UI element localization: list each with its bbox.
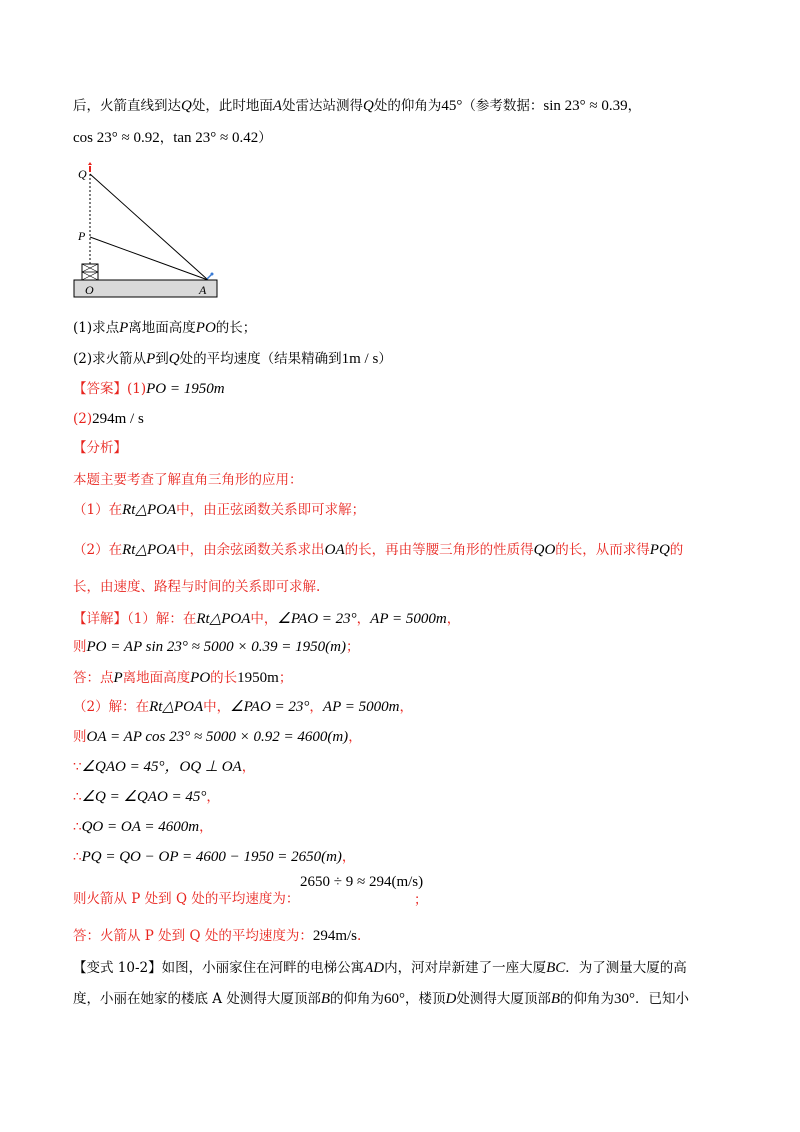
equation: OA = AP cos 23° ≈ 5000 × 0.92 = 4600(m) — [86, 729, 349, 745]
var-q: Q — [363, 98, 374, 114]
detail-line-6 — [73, 757, 255, 777]
detail-line-7 — [73, 787, 220, 807]
var-b: B — [550, 991, 561, 1007]
value: 1950m — [237, 670, 279, 686]
var-bc: BC — [546, 960, 566, 976]
var-qo: QO — [533, 542, 556, 558]
detail-line-9 — [73, 847, 355, 867]
label-a: A — [199, 283, 207, 297]
detail-line-1 — [73, 609, 460, 629]
var-oa: OA — [324, 542, 345, 558]
line-qa — [90, 174, 208, 280]
var-q: Q — [168, 351, 180, 367]
length-ap: AP = 5000m — [370, 611, 447, 627]
text: ，楼顶 — [405, 991, 446, 1007]
unit: 1m / s — [341, 351, 379, 367]
detail-line-8 — [73, 817, 213, 837]
therefore-symbol: ∴ — [73, 819, 82, 835]
label-p: P — [78, 229, 86, 243]
text: . — [357, 928, 362, 944]
text: （2）解：在 — [73, 699, 150, 715]
text: ， — [348, 729, 362, 745]
text: 的长 — [210, 670, 238, 686]
text: 处测得大厦顶部 — [456, 991, 551, 1007]
equation: PQ = QO − OP = 4600 − 1950 = 2650(m) — [81, 849, 342, 865]
var-p: P — [146, 351, 156, 367]
text: 离地面高度 — [122, 670, 191, 686]
rocket-diagram — [68, 158, 228, 303]
variant-label: 【变式 10-2】 — [73, 960, 162, 976]
analysis-line-2 — [73, 500, 365, 520]
text: 中，由余弦函数关系求出 — [176, 542, 325, 558]
text: 的仰角为 — [330, 991, 385, 1007]
text: 处，此时地面 — [191, 98, 273, 114]
answer-line-2 — [73, 409, 144, 429]
text: (1) — [127, 381, 147, 397]
variant-line-2 — [73, 989, 689, 1009]
text: 后，火箭直线到达 — [73, 98, 181, 114]
text: ； — [278, 670, 293, 686]
text: 度，小丽在她家的楼底 A 处测得大厦顶部 — [73, 991, 321, 1007]
text: 处的平均速度（结果精确到 — [179, 351, 342, 367]
therefore-symbol: ∴ — [73, 789, 82, 805]
text: （1）解：在 — [127, 611, 197, 627]
question-2 — [73, 349, 392, 369]
angle-45: 45° — [441, 98, 463, 114]
line-pa — [90, 237, 208, 280]
var-po: PO — [195, 320, 216, 336]
text: ， — [206, 789, 220, 805]
detail-line-2 — [73, 637, 359, 657]
text: 如图，小丽家住在河畔的电梯公寓 — [161, 960, 365, 976]
launch-tower-icon — [82, 264, 98, 280]
cos-ref: cos 23° ≈ 0.92 — [73, 130, 160, 146]
question-1 — [73, 318, 256, 338]
answer-label: 【答案】 — [73, 381, 127, 397]
triangle: Rt△POA — [149, 699, 204, 715]
text: （参考数据： — [462, 98, 544, 114]
equation: ∠Q = ∠QAO = 45° — [81, 789, 207, 805]
text: ， — [159, 130, 174, 146]
analysis-line-3 — [73, 540, 683, 560]
equation: 2650 ÷ 9 ≈ 294(m/s) — [300, 874, 424, 890]
text: 处的仰角为 — [373, 98, 442, 114]
text: ； — [414, 892, 428, 908]
intro-line-2 — [73, 128, 272, 148]
analysis-label: 【分析】 — [73, 440, 127, 456]
detail-line-10-end — [414, 890, 428, 910]
label-o: O — [85, 283, 94, 297]
answer-line-1 — [73, 379, 225, 399]
radar-icon — [207, 273, 214, 280]
value: 294m/s — [312, 928, 358, 944]
because-symbol: ∵ — [73, 759, 82, 775]
text: ．已知小 — [635, 991, 690, 1007]
answer-2-value: 294m / s — [92, 411, 144, 427]
text: ， — [241, 759, 256, 775]
text: （1）在 — [73, 502, 123, 518]
therefore-symbol: ∴ — [73, 849, 82, 865]
variant-line-1 — [73, 958, 687, 978]
label-q: Q — [78, 167, 87, 181]
detail-line-11 — [73, 926, 361, 946]
detail-line-10 — [73, 889, 299, 909]
length-ap: AP = 5000m — [322, 699, 400, 715]
analysis-line-1: 本题主要考查了解直角三角形的应用： — [73, 472, 303, 488]
text: ） — [258, 130, 272, 146]
text: ， — [356, 611, 371, 627]
text: 中，由正弦函数关系即可求解； — [176, 502, 366, 518]
text: ， — [341, 849, 356, 865]
text: 处雷达站测得 — [282, 98, 364, 114]
detail-line-10-eq — [300, 872, 423, 892]
text: ， — [627, 98, 642, 114]
var-q: Q — [181, 98, 192, 114]
angle-pao: ∠PAO = 23° — [277, 611, 357, 627]
var-ad: AD — [364, 960, 385, 976]
text: (2) — [73, 411, 93, 427]
text: 离地面高度 — [128, 320, 196, 336]
var-b: B — [320, 991, 331, 1007]
text: 则 — [73, 639, 87, 655]
sin-ref: sin 23° ≈ 0.39 — [543, 98, 628, 114]
triangle: Rt△POA — [196, 611, 251, 627]
angle-30: 30° — [614, 991, 636, 1007]
triangle: Rt△POA — [122, 542, 177, 558]
analysis-line-4: 长，由速度、路程与时间的关系即可求解. — [73, 579, 321, 595]
text: 的 — [669, 542, 684, 558]
text: ， — [309, 699, 323, 715]
text: 则火箭从 P 处到 Q 处的平均速度为： — [73, 891, 300, 907]
text: (1)求点 — [73, 320, 120, 336]
text: (2)求火箭从 — [73, 351, 147, 367]
angle-60: 60° — [384, 991, 406, 1007]
text: （2）在 — [73, 542, 123, 558]
intro-line-1 — [73, 96, 641, 116]
var-p: P — [119, 320, 129, 336]
text: 内，河对岸新建了一座大厦 — [384, 960, 547, 976]
detail-line-3 — [73, 668, 292, 688]
var-p: P — [113, 670, 123, 686]
angle-pao: ∠PAO = 23° — [230, 699, 310, 715]
text: 中， — [250, 611, 278, 627]
text: ， — [199, 819, 213, 835]
detail-line-5 — [73, 727, 362, 747]
tan-ref: tan 23° ≈ 0.42 — [173, 130, 259, 146]
var-pq: PQ — [649, 542, 670, 558]
text: 答：点 — [73, 670, 114, 686]
text: 则 — [73, 729, 87, 745]
text: 的长，再由等腰三角形的性质得 — [344, 542, 534, 558]
text: 答：火箭从 P 处到 Q 处的平均速度为： — [73, 928, 313, 944]
detail-label: 【详解】 — [73, 611, 127, 627]
var-a: A — [272, 98, 283, 114]
text: 到 — [155, 351, 169, 367]
answer-1-value: PO = 1950m — [146, 381, 225, 397]
var-d: D — [445, 991, 457, 1007]
var-po: PO — [190, 670, 211, 686]
text: ， — [446, 611, 461, 627]
detail-line-4 — [73, 697, 413, 717]
text: ； — [345, 639, 360, 655]
text: 中， — [203, 699, 231, 715]
text: ．为了测量大厦的高 — [565, 960, 687, 976]
text: 的长，从而求得 — [555, 542, 650, 558]
equation: QO = OA = 4600m — [81, 819, 200, 835]
text: ） — [378, 351, 392, 367]
text: 的长； — [215, 320, 257, 336]
text: 的仰角为 — [560, 991, 615, 1007]
equation: ∠QAO = 45°，OQ ⊥ OA — [81, 759, 242, 775]
equation: PO = AP sin 23° ≈ 5000 × 0.39 = 1950(m) — [86, 639, 346, 655]
rocket-icon — [88, 162, 92, 172]
text: ， — [399, 699, 413, 715]
ground-rect — [74, 280, 217, 297]
triangle: Rt△POA — [122, 502, 177, 518]
